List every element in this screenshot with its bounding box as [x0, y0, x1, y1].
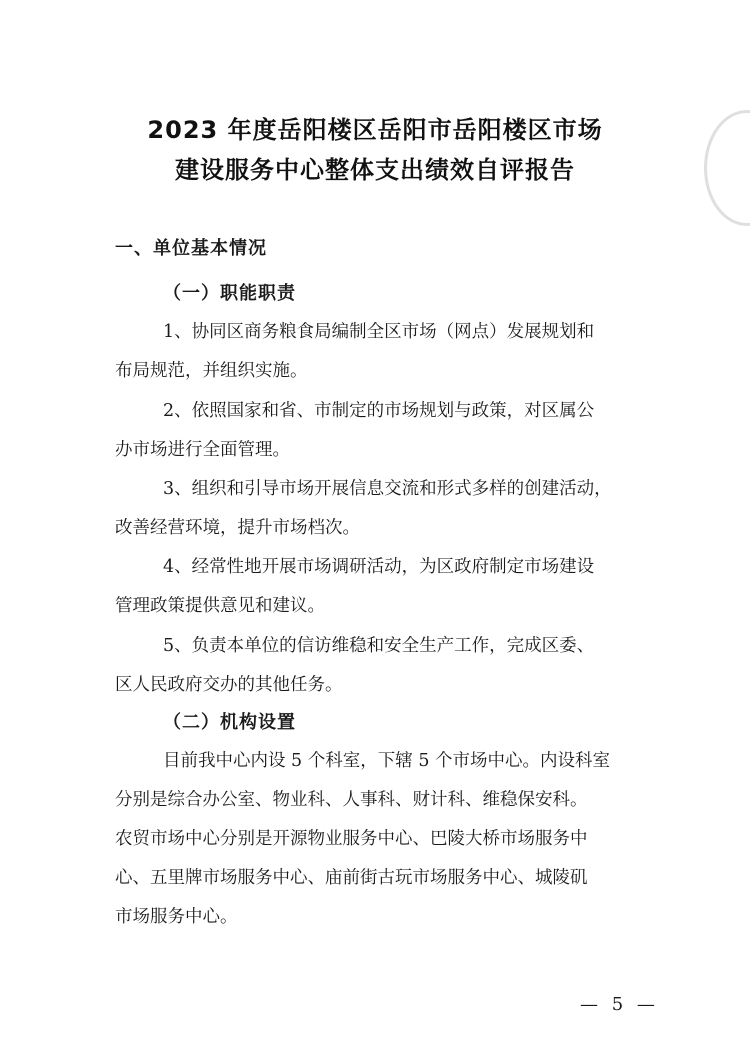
paragraph-line: 办市场进行全面管理。: [115, 440, 290, 460]
subsection-heading-duties: （一）职能职责: [163, 283, 296, 304]
section-heading: 一、单位基本情况: [115, 238, 267, 259]
paragraph-line: 管理政策提供意见和建议。: [115, 596, 325, 616]
paragraph-line: 分别是综合办公室、物业科、人事科、财计科、维稳保安科。: [115, 790, 588, 810]
page-number: — 5 —: [580, 994, 659, 1015]
paragraph-line: 布局规范，并组织实施。: [115, 361, 308, 381]
paragraph-line: 区人民政府交办的其他任务。: [115, 675, 343, 695]
paragraph-line: 1、协同区商务粮食局编制全区市场（网点）发展规划和: [163, 322, 595, 342]
paragraph-line: 4、经常性地开展市场调研活动，为区政府制定市场建设: [163, 557, 595, 577]
paragraph-line: 5、负责本单位的信访维稳和安全生产工作，完成区委、: [163, 636, 595, 656]
paragraph-line: 市场服务中心。: [115, 907, 238, 927]
subsection-heading-organization: （二）机构设置: [163, 712, 296, 733]
paragraph-line: 心、五里牌市场服务中心、庙前街古玩市场服务中心、城陵矶: [115, 868, 588, 888]
paragraph-line: 改善经营环境，提升市场档次。: [115, 518, 360, 538]
page-title-line-2: 建设服务中心整体支出绩效自评报告: [175, 156, 575, 184]
paragraph-line: 目前我中心内设 5 个科室，下辖 5 个市场中心。内设科室: [163, 751, 611, 771]
paragraph-line: 3、组织和引导市场开展信息交流和形式多样的创建活动，: [163, 479, 612, 499]
paragraph-line: 2、依照国家和省、市制定的市场规划与政策，对区属公: [163, 401, 595, 421]
paragraph-line: 农贸市场中心分别是开源物业服务中心、巴陵大桥市场服务中: [115, 829, 588, 849]
page-title-line-1: 2023 年度岳阳楼区岳阳市岳阳楼区市场: [147, 116, 603, 144]
